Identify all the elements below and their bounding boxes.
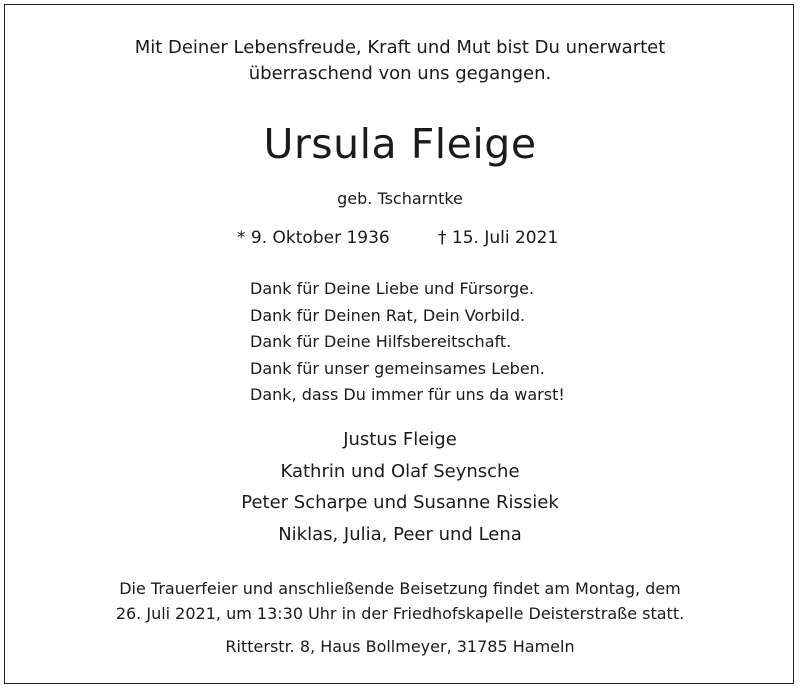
- intro-line-1: Mit Deiner Lebensfreude, Kraft und Mut bist Du unerwartet: [134, 37, 666, 58]
- deceased-name: Ursula Fleige: [263, 120, 537, 168]
- funeral-info: [0, 576, 800, 626]
- intro-line-2: überraschend von uns gegangen.: [248, 63, 552, 84]
- mourner: Niklas, Julia, Peer und Lena: [278, 523, 522, 545]
- address: Ritterstr. 8, Haus Bollmeyer, 31785 Hameln: [225, 637, 575, 656]
- funeral-line-1: Die Trauerfeier und anschließende Beisetzung findet am Montag, dem: [119, 579, 681, 598]
- gratitude-verses: [250, 276, 565, 409]
- mourner: Kathrin und Olaf Seynsche: [280, 460, 520, 482]
- verse-line: Dank für Deine Liebe und Fürsorge.: [250, 279, 535, 298]
- birth-date: * 9. Oktober 1936: [237, 228, 390, 248]
- verse-line: Dank, dass Du immer für uns da warst!: [250, 385, 565, 404]
- funeral-line-2: 26. Juli 2021, um 13:30 Uhr in der Friedhofskapelle Deisterstraße statt.: [115, 604, 685, 623]
- maiden-name: geb. Tscharntke: [337, 189, 463, 208]
- mourner: Justus Fleige: [343, 429, 457, 450]
- verse-line: Dank für Deine Hilfsbereitschaft.: [250, 332, 512, 351]
- verse-line: Dank für Deinen Rat, Dein Vorbild.: [250, 305, 526, 325]
- mourners-list: [0, 424, 800, 550]
- death-date: † 15. Juli 2021: [438, 228, 559, 248]
- verse-line: Dank für unser gemeinsames Leben.: [250, 358, 545, 378]
- mourner: Peter Scharpe und Susanne Rissiek: [241, 492, 559, 513]
